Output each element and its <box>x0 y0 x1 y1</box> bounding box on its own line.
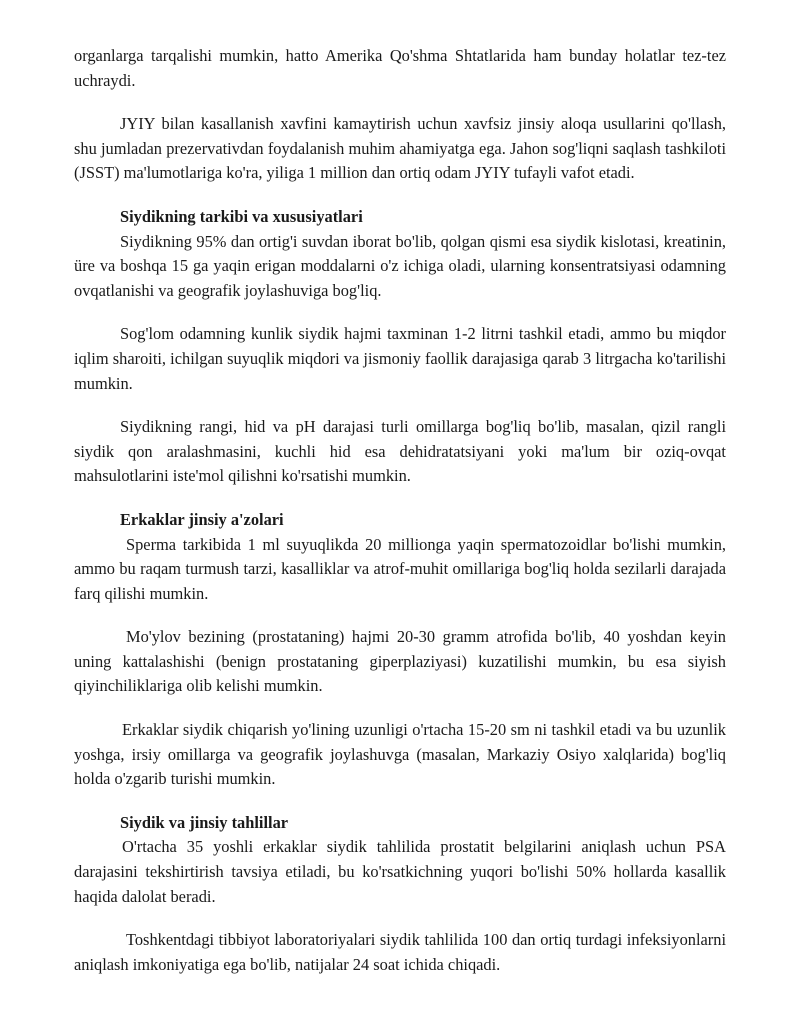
section-heading-urine-composition: Siydikning tarkibi va xususiyatlari <box>120 206 363 226</box>
section-heading-male-organs: Erkaklar jinsiy a'zolari <box>120 509 284 529</box>
section2-paragraph-1: Sperma tarkibida 1 ml suyuqlikda 20 millionga yaqin spermatozoidlar bo'lishi mumkin, ammo bu raqam turmush tarzi, kasalliklar va atrof-muhit omillariga bog'liq holda sezilarli darajada farq qilishi mumkin. <box>74 534 726 603</box>
section2-paragraph-3: Erkaklar siydik chiqarish yo'lining uzunligi o'rtacha 15-20 sm ni tashkil etadi va bu uzunlik yoshga, irsiy omillarga va geografik joylashuvga (masalan, Markaziy Osiyo xalqlarida) bog'liq holda o'zgarib turishi mumkin. <box>74 720 726 789</box>
section3-paragraph-1: O'rtacha 35 yoshli erkaklar siydik tahlilida prostatit belgilarini aniqlash uchun PSA darajasini tekshirtirish tavsiya etiladi, bu ko'rsatkichning yuqori bo'lishi 50% hollarda kasallik haqida dalolat beradi. <box>74 837 726 906</box>
intro-paragraph-1: organlarga tarqalishi mumkin, hatto Amerika Qo'shma Shtatlarida ham bunday holatlar tez-tez uchraydi. <box>74 46 726 90</box>
section1-paragraph-1: Siydikning 95% dan ortig'i suvdan iborat bo'lib, qolgan qismi esa siydik kislotasi, kreatinin, üre va boshqa 15 ga yaqin erigan moddalarni o'z ichiga oladi, ularning konsentratsiyasi odamning ovqatlanishi va geografik joylashuviga bog'liq. <box>74 231 726 300</box>
section3-paragraph-2: Toshkentdagi tibbiyot laboratoriyalari siydik tahlilida 100 dan ortiq turdagi infeksiyonlarni aniqlash imkoniyatiga ega bo'lib, natijalar 24 soat ichida chiqadi. <box>74 930 726 974</box>
section1-paragraph-3: Siydikning rangi, hid va pH darajasi turli omillarga bog'liq bo'lib, masalan, qizil rangli siydik qon aralashmasini, kuchli hid esa dehidratatsiyani yoki ma'lum bir oziq-ovqat mahsulotlarini iste'mol qilishni ko'rsatishi mumkin. <box>74 417 726 486</box>
section1-paragraph-2: Sog'lom odamning kunlik siydik hajmi taxminan 1-2 litrni tashkil etadi, ammo bu miqdor iqlim sharoiti, ichilgan suyuqlik miqdori va jismoniy faollik darajasiga qarab 3 litrgacha ko'tarilishi mumkin. <box>74 324 726 393</box>
section-heading-urine-analyses: Siydik va jinsiy tahlillar <box>120 812 289 832</box>
document-page <box>74 44 726 977</box>
intro-paragraph-2: JYIY bilan kasallanish xavfini kamaytirish uchun xavfsiz jinsiy aloqa usullarini qo'llash, shu jumladan prezervativdan foydalanish muhim ahamiyatga ega. Jahon sog'liqni saqlash tashkiloti (JSST) ma'lumotlariga ko'ra, yiliga 1 million dan ortiq odam JYIY tufayli vafot etadi. <box>74 114 726 183</box>
section2-paragraph-2: Mo'ylov bezining (prostataning) hajmi 20-30 gramm atrofida bo'lib, 40 yoshdan keyin uning kattalashishi (benign prostataning giperplaziyasi) kuzatilishi mumkin, bu esa siyish qiyinchiliklariga olib kelishi mumkin. <box>74 627 726 696</box>
